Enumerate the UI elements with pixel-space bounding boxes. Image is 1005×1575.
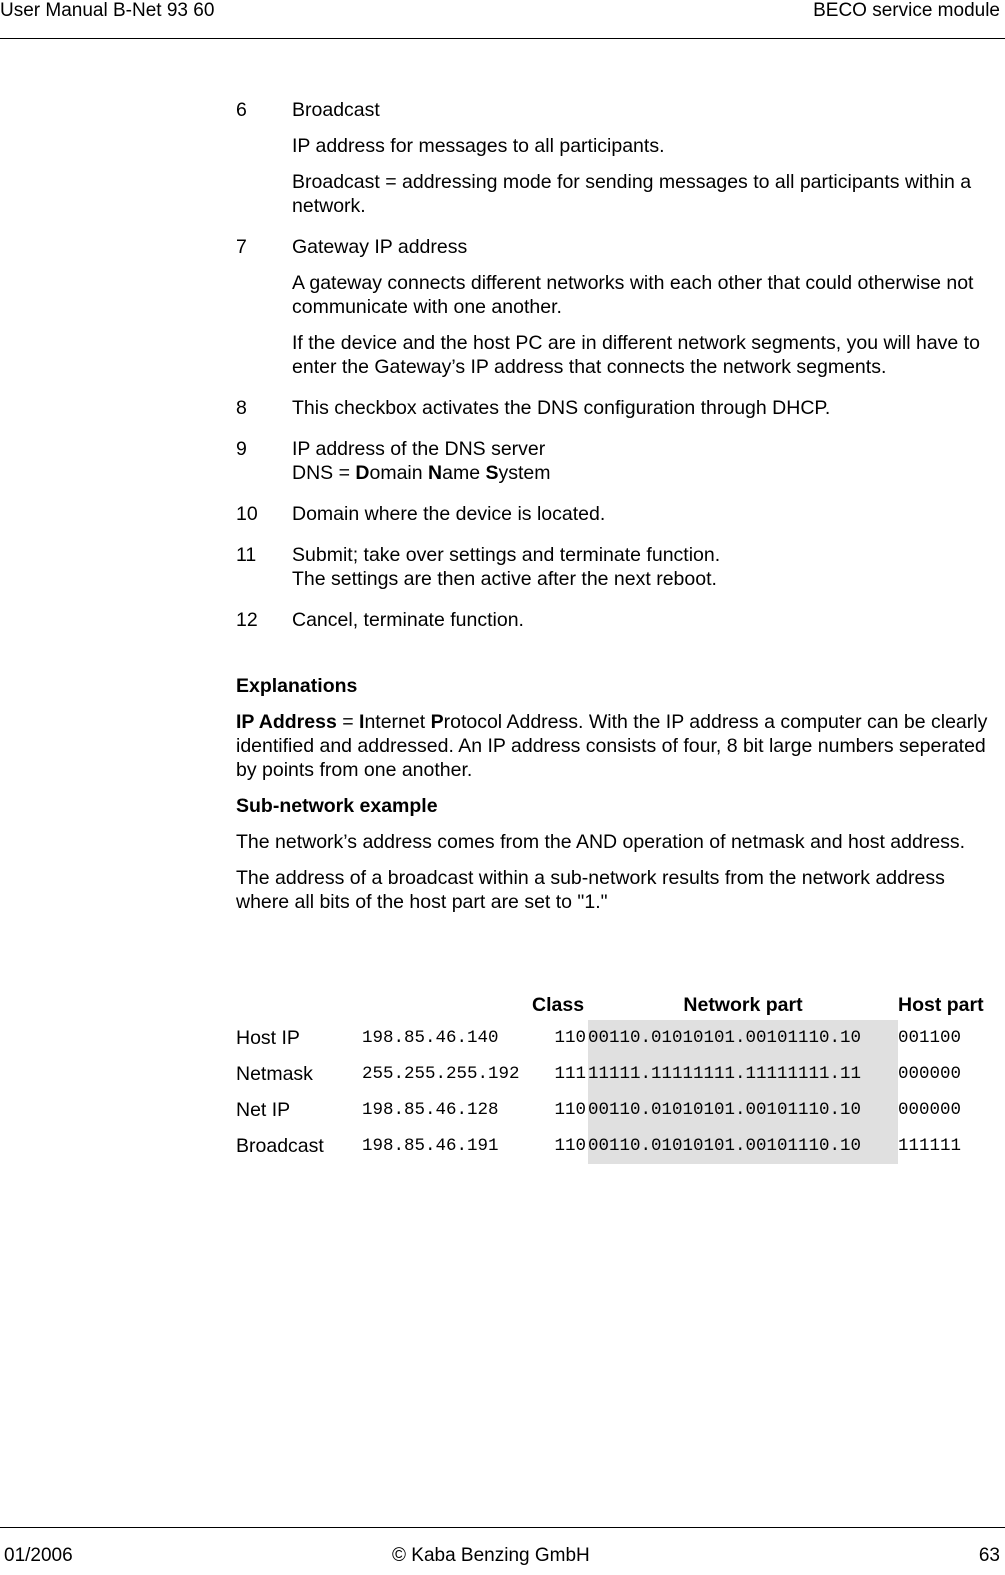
item-text: If the device and the host PC are in different network segments, you will have to enter the Gateway’s IP address that connects the network segments. bbox=[292, 332, 980, 378]
item-text: Cancel, terminate function. bbox=[292, 609, 524, 631]
table-row bbox=[236, 1128, 993, 1164]
paragraph: The network’s address comes from the AND operation of netmask and host address. bbox=[236, 831, 966, 853]
table-row bbox=[236, 1092, 993, 1128]
list-item-7 bbox=[236, 235, 1001, 379]
host-cell: 111111 bbox=[898, 1136, 962, 1156]
item-number: 10 bbox=[236, 503, 258, 525]
item-number: 12 bbox=[236, 609, 258, 631]
item-text: A gateway connects different networks with each other that could otherwise not communicate with one another. bbox=[292, 272, 974, 318]
item-text: Domain where the device is located. bbox=[292, 503, 606, 525]
row-label: Host IP bbox=[236, 1026, 300, 1049]
table-row bbox=[236, 1020, 993, 1056]
paragraph: The address of a broadcast within a sub-network results from the network address where all bits of the host part are set to "1." bbox=[236, 867, 945, 913]
footer-rule bbox=[0, 1527, 1005, 1528]
item-text: The settings are then active after the next reboot. bbox=[292, 568, 717, 590]
list-item-9 bbox=[236, 437, 1001, 485]
list-item-11 bbox=[236, 543, 1001, 591]
class-cell: 110 bbox=[554, 1028, 586, 1048]
item-text: Broadcast = addressing mode for sending messages to all participants within a network. bbox=[292, 171, 972, 217]
item-title: Broadcast bbox=[292, 99, 380, 121]
footer-date: 01/2006 bbox=[4, 1545, 73, 1566]
network-cell: 00110.01010101.00101110.10 bbox=[588, 1020, 898, 1056]
column-header-class: Class bbox=[532, 993, 585, 1016]
host-cell: 001100 bbox=[898, 1028, 962, 1048]
item-number: 8 bbox=[236, 397, 247, 419]
subsection-heading: Sub-network example bbox=[236, 795, 438, 817]
network-cell: 11111.11111111.11111111.11 bbox=[588, 1056, 898, 1092]
page-header bbox=[0, 0, 1005, 38]
list-item-10 bbox=[236, 502, 1001, 526]
row-label: Netmask bbox=[236, 1062, 313, 1085]
footer-copyright: © Kaba Benzing GmbH bbox=[392, 1545, 590, 1566]
ip-cell: 255.255.255.192 bbox=[362, 1064, 520, 1084]
class-cell: 110 bbox=[554, 1136, 586, 1156]
item-number: 9 bbox=[236, 438, 247, 460]
list-item-6 bbox=[236, 98, 1001, 218]
item-text: This checkbox activates the DNS configuration through DHCP. bbox=[292, 397, 831, 419]
item-number: 11 bbox=[236, 544, 257, 566]
network-cell: 00110.01010101.00101110.10 bbox=[588, 1092, 898, 1128]
dns-definition: DNS = Domain Name System bbox=[292, 462, 551, 484]
table-header-row bbox=[236, 990, 993, 1020]
header-section: BECO service module bbox=[813, 0, 1000, 21]
class-cell: 111 bbox=[554, 1064, 586, 1084]
header-title: User Manual B-Net 93 60 bbox=[0, 0, 215, 21]
row-label: Broadcast bbox=[236, 1134, 324, 1157]
item-number: 6 bbox=[236, 99, 247, 121]
item-text: Submit; take over settings and terminate function. bbox=[292, 544, 721, 566]
subnet-table bbox=[236, 990, 993, 1164]
explanations-section bbox=[236, 674, 1001, 914]
network-cell: 00110.01010101.00101110.10 bbox=[588, 1128, 898, 1164]
ip-cell: 198.85.46.191 bbox=[362, 1136, 499, 1156]
ip-cell: 198.85.46.128 bbox=[362, 1100, 499, 1120]
host-cell: 000000 bbox=[898, 1064, 962, 1084]
class-cell: 110 bbox=[554, 1100, 586, 1120]
item-title: Gateway IP address bbox=[292, 236, 468, 258]
host-cell: 000000 bbox=[898, 1100, 962, 1120]
row-label: Net IP bbox=[236, 1098, 291, 1121]
item-text: IP address of the DNS server bbox=[292, 438, 546, 460]
list-item-8 bbox=[236, 396, 1001, 420]
main-content bbox=[236, 98, 1001, 914]
section-heading: Explanations bbox=[236, 675, 358, 697]
page-number: 63 bbox=[978, 1545, 1000, 1566]
header-rule bbox=[0, 38, 1005, 39]
column-header-host: Host part bbox=[898, 993, 984, 1016]
item-number: 7 bbox=[236, 236, 247, 258]
item-text: IP address for messages to all participants. bbox=[292, 135, 665, 157]
ip-cell: 198.85.46.140 bbox=[362, 1028, 499, 1048]
ip-address-definition: IP Address = Internet Protocol Address. With the IP address a computer can be clearly identified and addressed. An IP address consists of four, 8 bit large numbers seperated by points from one another. bbox=[236, 711, 988, 781]
table-row bbox=[236, 1056, 993, 1092]
column-header-network: Network part bbox=[683, 993, 803, 1016]
list-item-12 bbox=[236, 608, 1001, 632]
